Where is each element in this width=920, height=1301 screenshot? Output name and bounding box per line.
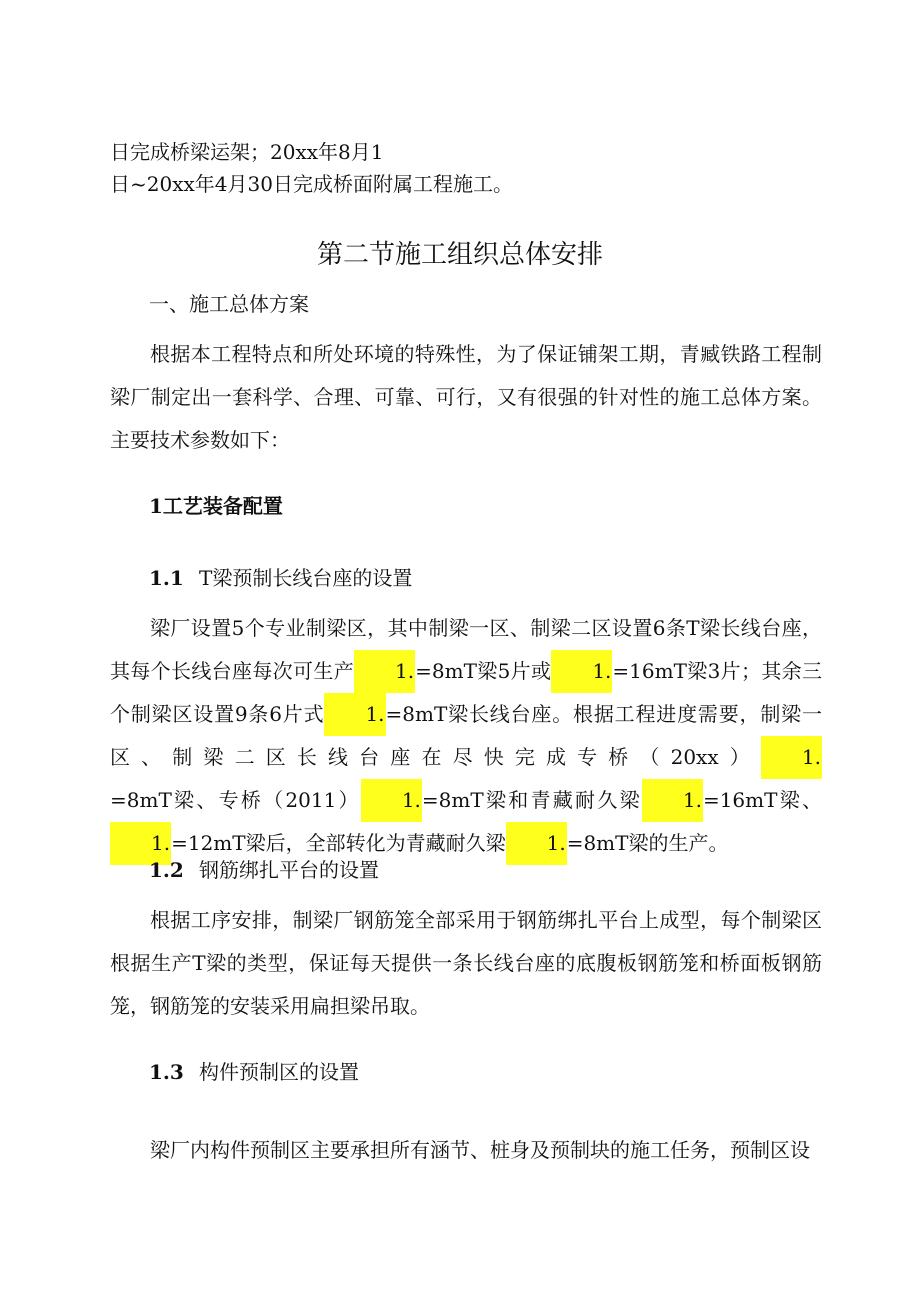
paragraph-1-1 (110, 607, 822, 865)
heading-1-1-title: T梁预制长线台座的设置 (199, 566, 413, 590)
heading-1-3-title: 构件预制区的设置 (199, 1060, 359, 1084)
p11-highlight-7: 1. (110, 822, 171, 865)
intro-paragraph: 根据本工程特点和所处环境的特殊性，为了保证铺架工期，青臧铁路工程制梁厂制定出一套科学、合理、可靠、可行，又有很强的针对性的施工总体方案。主要技术参数如下： (110, 342, 822, 452)
paragraph-1-3: 梁厂内构件预制区主要承担所有涵节、桩身及预制块的施工任务，预制区设 (150, 1138, 810, 1162)
p11-text-7: =16mT梁、 (702, 788, 822, 812)
heading-equipment: 1工艺装备配置 (149, 494, 283, 518)
heading-construction-plan: 一、施工总体方案 (149, 292, 309, 316)
top-line-2: 日~20xx年4月30日完成桥面附属工程施工。 (110, 172, 513, 196)
top-line-1: 日完成桥梁运架；20xx年8月1 (110, 140, 384, 164)
p11-highlight-5: 1. (361, 779, 422, 822)
p11-highlight-1: 1. (354, 650, 415, 693)
p11-text-4: =8mT梁长线台座。根据工程进度需要，制梁一区、制梁二区长线台座在尽快完成专桥（20xx） (110, 702, 823, 769)
heading-1-3-number: 1.3 (149, 1060, 184, 1084)
p11-text-3: =16mT梁3片；其余三个制梁区设置9条6片式 (110, 659, 823, 726)
heading-1-1 (149, 564, 412, 592)
p11-text-5: =8mT梁、专桥（2011） (110, 788, 361, 812)
p11-text-2: =8mT梁5片或 (415, 659, 552, 683)
heading-1-2-number: 1.2 (149, 858, 184, 882)
p11-highlight-6: 1. (642, 779, 703, 822)
p11-text-1: 梁厂设置5个专业制梁区，其中制梁一区、制梁二区设置6条T梁长线台座，其每个长线台座每次可生产 (110, 616, 822, 683)
heading-1-3 (149, 1058, 359, 1086)
p11-text-9: =8mT梁的生产。 (566, 831, 729, 855)
section-title: 第二节施工组织总体安排 (316, 240, 603, 270)
p11-highlight-2: 1. (551, 650, 612, 693)
p11-text-6: =8mT梁和青藏耐久梁 (421, 788, 642, 812)
p11-highlight-3: 1. (324, 693, 385, 736)
p11-highlight-4: 1. (761, 736, 822, 779)
heading-1-2 (149, 856, 379, 884)
heading-1-2-title: 钢筋绑扎平台的设置 (199, 858, 379, 882)
p11-highlight-8: 1. (506, 822, 567, 865)
heading-1-1-number: 1.1 (149, 566, 184, 590)
p11-text-8: =12mT梁后，全部转化为青藏耐久梁 (171, 831, 506, 855)
paragraph-1-2: 根据工序安排，制梁厂钢筋笼全部采用于钢筋绑扎平台上成型，每个制梁区根据生产T梁的类型，保证每天提供一条长线台座的底腹板钢筋笼和桥面板钢筋笼，钢筋笼的安装采用扁担梁吊取。 (110, 908, 822, 1018)
